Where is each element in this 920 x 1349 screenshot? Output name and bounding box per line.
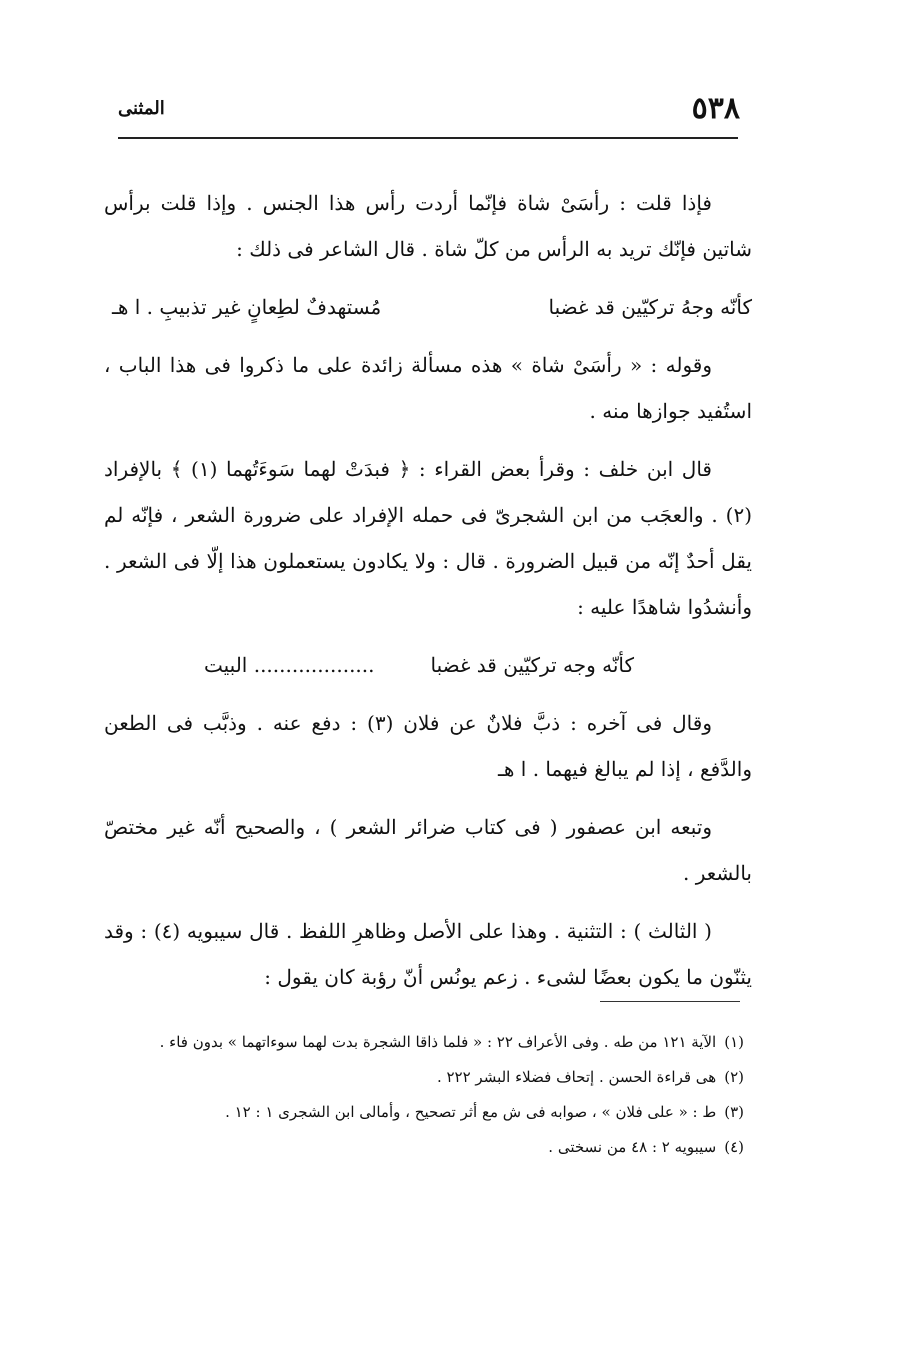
- verse-first-hemistich: كأنّه وجهُ تركيّين قد غضبا: [548, 295, 752, 319]
- footnote-text: سيبويه ٢ : ٤٨ من نسختى .: [548, 1138, 717, 1156]
- footnote-text: هى قراءة الحسن . إتحاف فضلاء البشر ٢٢٢ .: [436, 1068, 717, 1086]
- verse-second-hemistich: ................... البيت: [204, 653, 375, 677]
- header-rule: [118, 137, 738, 139]
- paragraph: وقوله : « رأسَىْ شاة » هذه مسألة زائدة على ما ذكروا فى هذا الباب ، استُفيد جوازها منه .: [104, 353, 752, 423]
- paragraph: ( الثالث ) : التثنية . وهذا على الأصل وظاهرِ اللفظ . قال سيبويه (٤) : وقد يثنّون ما يكون بعضًا لشىء . زعم يونُس أنّ رؤبة كان يقول :: [104, 919, 752, 989]
- footnote-rule: [600, 1001, 740, 1002]
- paragraph: وقال فى آخره : ذبَّ فلانٌ عن فلان (٣) : دفع عنه . وذبَّب فى الطعن والدَّفع ، إذا لم يبالغ فيهما . ا هـ: [104, 711, 752, 781]
- paragraph: قال ابن خلف : وقرأ بعض القراء : ﴿ فبدَتْ لهما سَوءَتُهما (١) ﴾ بالإفراد (٢) . والعجَب من ابن الشجرىّ فى حمله الإفراد على ضرورة الشعر ، فإنّه لم يقل أحدٌ إنّه من قبيل الضرورة . قال : ولا يكادون يستعملون هذا إلّا فى الشعر . وأنشدُوا شاهدًا عليه :: [104, 457, 752, 619]
- footnote-number: (٤): [724, 1138, 744, 1156]
- footnote: [104, 1063, 744, 1091]
- footnote: [104, 1098, 744, 1126]
- page-number: ٥٣٨: [691, 90, 740, 126]
- main-text: [104, 180, 752, 1012]
- footnotes: [104, 1028, 744, 1168]
- footnote-text: الآية ١٢١ من طه . وفى الأعراف ٢٢ : « فلما ذاقا الشجرة بدت لهما سوءاتهما » بدون فاء .: [159, 1033, 717, 1051]
- running-header: [118, 88, 740, 128]
- verse-line: [104, 284, 752, 330]
- verse-first-hemistich: كأنّه وجه تركيّين قد غضبا: [430, 653, 635, 677]
- verse-second-hemistich: مُستهدفٌ لطِعانٍ غير تذبيبِ . ا هـ: [112, 295, 382, 319]
- footnote-number: (٣): [724, 1103, 744, 1121]
- running-title: المثنى: [118, 97, 165, 119]
- footnote-number: (١): [724, 1033, 744, 1051]
- verse-line: [104, 642, 726, 688]
- paragraph: فإذا قلت : رأسَىْ شاة فإنّما أردت رأس هذا الجنس . وإذا قلت برأس شاتين فإنّك تريد به الرأس من كلّ شاة . قال الشاعر فى ذلك :: [104, 191, 752, 261]
- footnote-number: (٢): [724, 1068, 744, 1086]
- footnote-text: ط : « على فلان » ، صوابه فى ش مع أثر تصحيح ، وأمالى ابن الشجرى ١ : ١٢ .: [225, 1103, 717, 1121]
- footnote: [104, 1133, 744, 1161]
- paragraph: وتبعه ابن عصفور ( فى كتاب ضرائر الشعر ) ، والصحيح أنّه غير مختصّ بالشعر .: [104, 815, 752, 885]
- footnote: [104, 1028, 744, 1056]
